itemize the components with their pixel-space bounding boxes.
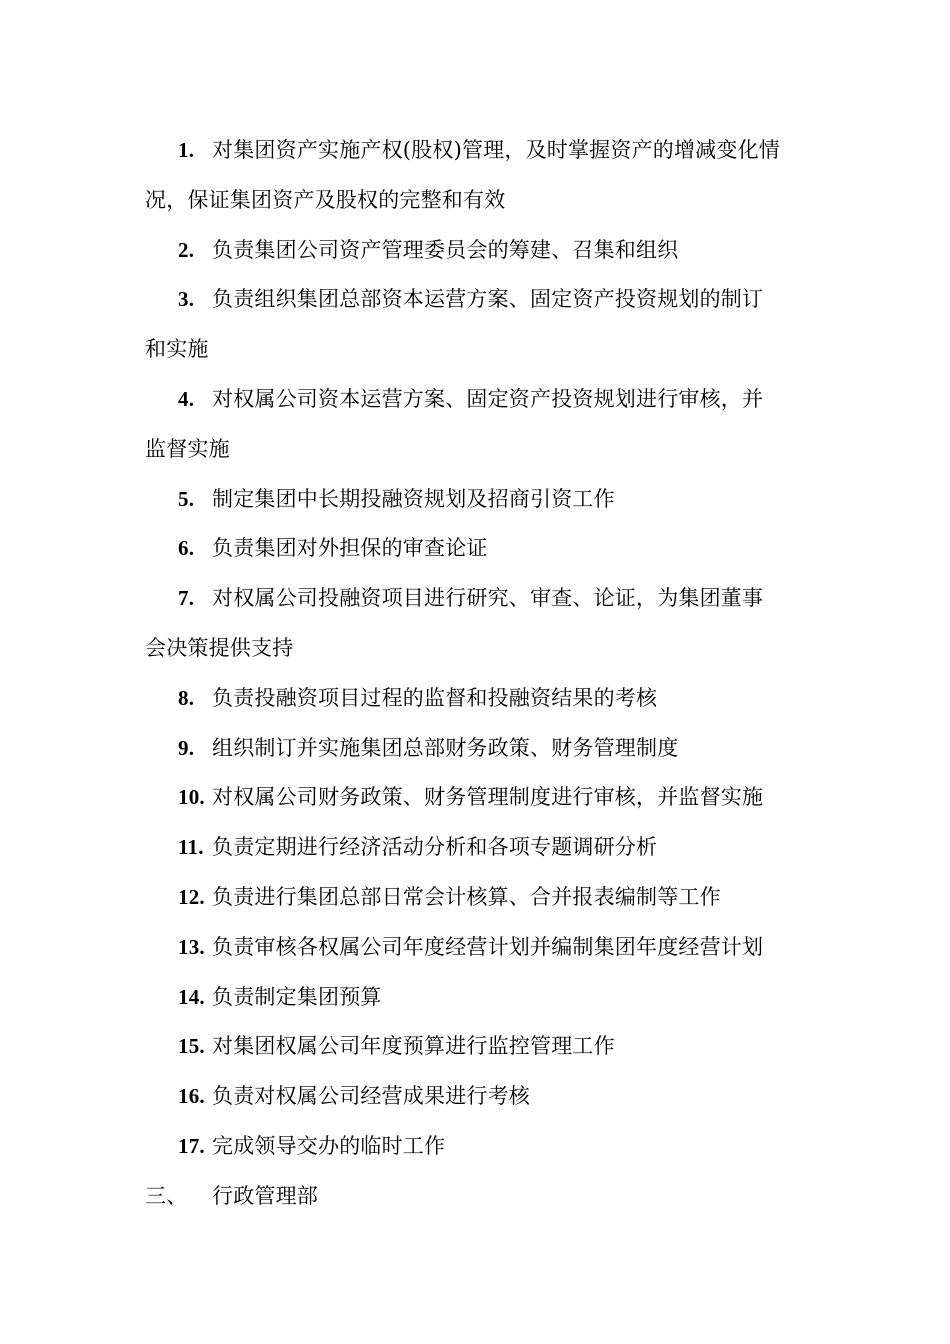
item-number: 17. (178, 1133, 205, 1158)
list-item (145, 674, 807, 724)
item-text: 负责集团公司资产管理委员会的筹建、召集和组织 (212, 237, 679, 262)
item-text: 负责集团对外担保的审查论证 (212, 536, 488, 561)
item-number: 15. (178, 1034, 205, 1059)
list-item (145, 923, 807, 973)
list-item (145, 1122, 807, 1172)
item-text: 监督实施 (145, 436, 230, 461)
item-number: 4. (178, 386, 195, 411)
item-text: 对权属公司财务政策、财务管理制度进行审核，并监督实施 (212, 785, 764, 810)
item-number: 6. (178, 536, 195, 561)
item-text: 对集团权属公司年度预算进行监控管理工作 (212, 1034, 615, 1059)
item-number: 10. (178, 785, 205, 810)
item-text: 负责制定集团预算 (212, 984, 382, 1009)
item-text: 对集团资产实施产权(股权)管理，及时掌握资产的增减变化情 (212, 138, 780, 162)
list-item (145, 126, 807, 176)
list-item (145, 1072, 807, 1122)
section-number: 三、 (145, 1183, 188, 1208)
document-content (145, 126, 807, 1222)
item-number: 5. (178, 486, 195, 511)
section-title: 行政管理部 (212, 1183, 318, 1208)
list-item (145, 1022, 807, 1072)
item-text: 负责进行集团总部日常会计核算、合并报表编制等工作 (212, 884, 721, 909)
list-item (145, 226, 807, 276)
item-number: 3. (178, 287, 195, 312)
list-item (145, 375, 807, 425)
list-item (145, 724, 807, 774)
list-item (145, 873, 807, 923)
list-item (145, 823, 807, 873)
item-number: 8. (178, 685, 195, 710)
list-item-continuation (145, 425, 807, 475)
item-text: 对权属公司投融资项目进行研究、审查、论证，为集团董事 (212, 586, 764, 611)
item-number: 12. (178, 884, 205, 909)
item-number: 2. (178, 237, 195, 262)
item-text: 和实施 (145, 337, 209, 362)
item-text: 负责审核各权属公司年度经营计划并编制集团年度经营计划 (212, 934, 764, 959)
item-text: 完成领导交办的临时工作 (212, 1133, 446, 1158)
item-text: 负责定期进行经济活动分析和各项专题调研分析 (212, 835, 658, 860)
item-number: 13. (178, 934, 205, 959)
item-text: 对权属公司资本运营方案、固定资产投资规划进行审核，并 (212, 386, 764, 411)
item-number: 7. (178, 586, 195, 611)
item-text: 负责对权属公司经营成果进行考核 (212, 1084, 530, 1109)
item-text: 组织制订并实施集团总部财务政策、财务管理制度 (212, 735, 679, 760)
item-number: 11. (178, 835, 204, 860)
list-item (145, 773, 807, 823)
item-text: 况，保证集团资产及股权的完整和有效 (145, 187, 506, 212)
item-text: 会决策提供支持 (145, 635, 294, 660)
item-text: 负责组织集团总部资本运营方案、固定资产投资规划的制订 (212, 287, 764, 312)
section-heading (145, 1172, 807, 1222)
list-item-continuation (145, 624, 807, 674)
list-item (145, 475, 807, 525)
item-number: 1. (178, 138, 195, 162)
list-item (145, 574, 807, 624)
list-item-continuation (145, 325, 807, 375)
item-number: 14. (178, 984, 205, 1009)
list-item (145, 524, 807, 574)
item-number: 16. (178, 1084, 205, 1109)
item-text: 制定集团中长期投融资规划及招商引资工作 (212, 486, 615, 511)
item-text: 负责投融资项目过程的监督和投融资结果的考核 (212, 685, 658, 710)
list-item (145, 275, 807, 325)
list-item (145, 973, 807, 1023)
list-item-continuation (145, 176, 807, 226)
item-number: 9. (178, 735, 195, 760)
